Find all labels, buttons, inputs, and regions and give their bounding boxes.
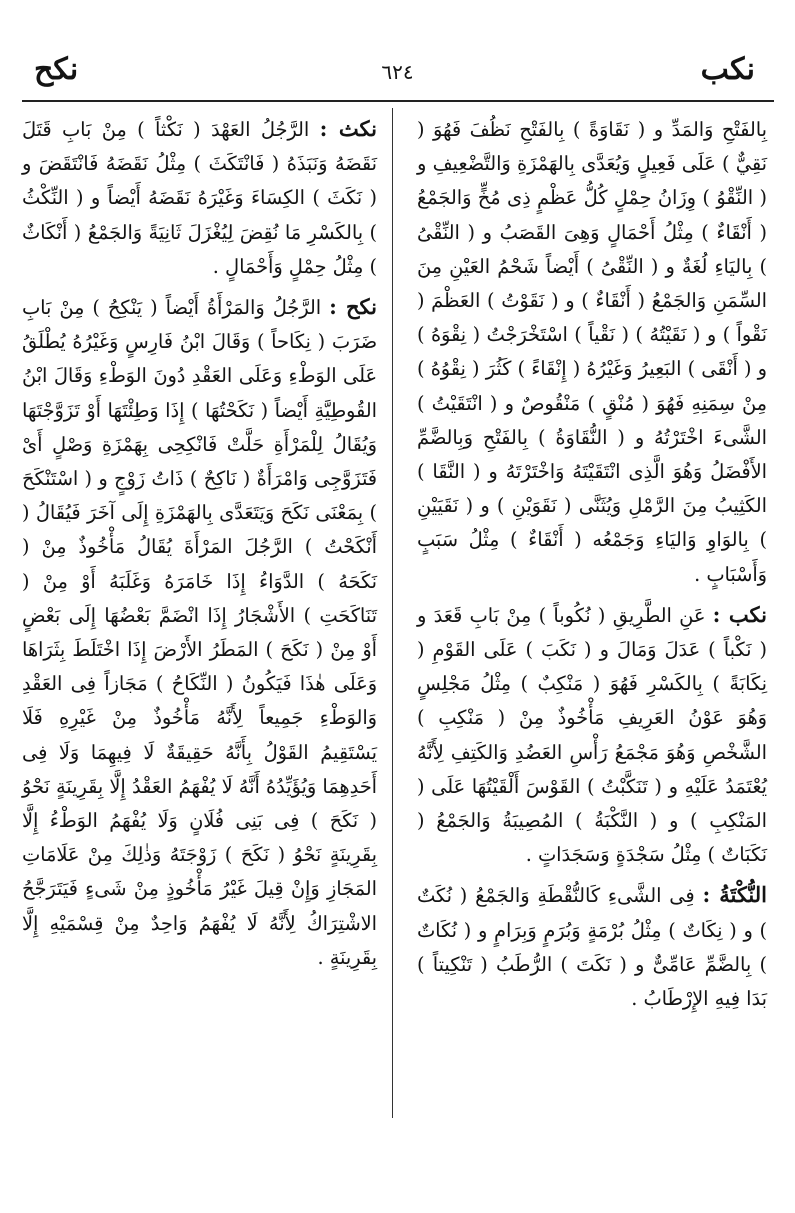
entry-nakatha <box>22 112 377 284</box>
entry-text: فِى الشَّىءِ كَالنُّقْطَةِ وَالجَمْعُ ( نُكَتٌ ) و ( نِكَاتٌ ) مِثْلُ بُرْمَةٍ وَبُرَمٍ وَبِرَامٍ و ( نُكَاتٌ ) بِالضَّمِّ عَامِّىٌّ و ( نَكَتَ ) الرُّطَبُ ( تَنْكِيتاً ) بَدَا فِيهِ الإِرْطَابُ . <box>417 884 767 1011</box>
right-column <box>417 112 767 1016</box>
entry-lemma: نكب : <box>712 601 767 627</box>
entry-lemma: نكح : <box>329 294 377 320</box>
entry-text: الرَّجُلُ وَالمَرْأَةُ أَيْضاً ( يَنْكِحُ ) مِنْ بَابِ ضَرَبَ ( نِكَاحاً ) وَقَالَ ابْنُ فَارِسٍ وَغَيْرُهُ يُطْلَقُ عَلَى الوَطْءِ وَعَلَى العَقْدِ دُونَ الوَطْءِ وَقَالَ ابْنُ القُوطِيَّةِ أَيْضاً ( نَكَحْتُهَا ) إِذَا وَطِئْتَهَا أَوْ تَزَوَّجْتَهَا وَيُقَالُ لِلْمَرْأَةِ حَلَّتْ فَانْكِحِى بِهَمْزَةِ وَصْلٍ أَىْ فَتَزَوَّجِى وَامْرَأَةٌ ( نَاكِحٌ ) ذَاتُ زَوْجٍ و ( اسْتَنْكَحَ ) بِمَعْنَى نَكَحَ وَيَتَعَدَّى بِالهَمْزَةِ إِلَى آخَرَ فَيُقَالُ ( أَنْكَحْتُ ) الرَّجُلَ المَرْأَةَ يُقَالُ مَأْخُوذٌ مِنْ ( نَكَحَهُ ) الدَّوَاءُ إِذَا خَامَرَهُ وَغَلَبَهُ أَوْ مِنْ ( تَنَاكَحَتِ ) الأَشْجَارُ إِذَا انْضَمَّ بَعْضُهَا إِلَى بَعْضٍ أَوْ مِنْ ( نَكَحَ ) المَطَرُ الأَرْضَ إِذَا اخْتَلَطَ بِثَرَاهَا وَعَلَى هٰذَا فَيَكُونُ ( النِّكَاحُ ) مَجَازاً فِى العَقْدِ وَالوَطْءِ جَمِيعاً لِأَنَّهُ مَأْخُوذٌ مِنْ غَيْرِهِ فَلَا يَسْتَقِيمُ القَوْلُ بِأَنَّهُ حَقِيقَةٌ لَا فِيهِمَا وَلَا فِى أَحَدِهِمَا وَيُؤَيِّدُهُ أَنَّهُ لَا يُفْهَمُ العَقْدُ إِلَّا بِقَرِينَةٍ نَحْوُ ( نَكَحَ ) فِى بَنِى فُلَانٍ وَلَا يُفْهَمُ الوَطْءُ إِلَّا بِقَرِينَةٍ نَحْوُ ( نَكَحَ ) زَوْجَتَهُ وَذٰلِكَ مِنْ عَلَامَاتِ المَجَازِ وَإِنْ قِيلَ غَيْرُ مَأْخُوذٍ مِنْ شَىءٍ فَيَتَرَجَّحُ الاشْتِرَاكُ لِأَنَّهُ لَا يُفْهَمُ وَاحِدٌ مِنْ قِسْمَيْهِ إِلَّا بِقَرِينَةٍ . <box>22 296 377 969</box>
entry-nukta <box>417 878 767 1016</box>
entry-lemma: نكث : <box>319 116 377 141</box>
page-number: ٦٢٤ <box>381 60 414 84</box>
entry-continuation-naqa <box>417 112 767 592</box>
header-left-word: نكح <box>34 52 79 87</box>
entry-nakaha <box>22 290 377 975</box>
column-divider <box>392 108 393 1118</box>
entry-text: بِالفَتْحِ وَالمَدِّ و ( نَقَاوَةً ) بِالفَتْحِ نَظُفَ فَهُوَ ( نَقِيٌّ ) عَلَى فَعِيلٍ وَيُعَدَّى بِالهَمْزَةِ وَالتَّضْعِيفِ و ( النِّقْوُ ) وِزَانُ حِمْلٍ كُلُّ عَظْمٍ ذِى مُخٍّ وَالجَمْعُ ( أَنْقَاءٌ ) مِثْلُ أَحْمَالٍ وَهِىَ القَصَبُ و ( النِّقْىُ ) بِاليَاءِ لُغَةٌ و ( النِّقْىُ ) أَيْضاً شَحْمُ العَيْنِ مِنَ السِّمَنِ وَالجَمْعُ ( أَنْقَاءٌ ) و ( نَقَوْتُ ) العَظْمَ ( نَقْواً ) و ( نَقَيْتُهُ ) ( نَقْياً ) اسْتَخْرَجْتُ ( نِقْوَهُ ) و ( أَنْقَى ) البَعِيرُ وَغَيْرُهُ ( إِنْقَاءً ) كَثُرَ ( نِقْوُهُ ) مِنْ سِمَنِهِ فَهُوَ ( مُنْقٍ ) مَنْقُوصٌ و ( انْتَقَيْتُ ) الشَّىءَ اخْتَرْتُهُ و ( النُّقَاوَةُ ) بِالفَتْحِ وَبِالضَّمِّ الأَفْضَلُ وَهُوَ الَّذِى انْتَقَيْتَهُ وَاخْتَرْتَهُ و ( النَّقَا ) الكَثِيبُ مِنَ الرَّمْلِ وَيُثَنَّى ( نَقَوَيْنِ ) و ( نَقَيَيْنِ ) بِالوَاوِ وَاليَاءِ وَجَمْعُه ( أَنْقَاءٌ ) مِثْلُ سَبَبٍ وَأَسْبَابٍ . <box>417 118 767 586</box>
header-rule <box>22 100 774 102</box>
entry-text: عَنِ الطَّرِيقِ ( نُكُوباً ) مِنْ بَابِ قَعَدَ و ( نَكْباً ) عَدَلَ وَمَالَ و ( نَكَبَ ) عَلَى القَوْمِ ( نِكَابَةً ) بِالكَسْرِ فَهُوَ ( مَنْكِبٌ ) مِثْلُ مَجْلِسٍ وَهُوَ عَوْنُ العَرِيفِ مَأْخُوذٌ مِنْ ( مَنْكِبِ ) الشَّخْصِ وَهُوَ مَجْمَعُ رَأْسِ العَضُدِ وَالكَتِفِ لِأَنَّهُ يُعْتَمَدُ عَلَيْهِ و ( تَنَكَّبْتُ ) القَوْسَ أَلْقَيْتُهَا عَلَى ( المَنْكِبِ ) و ( النَّكْبَةُ ) المُصِيبَةُ وَالجَمْعُ ( نَكَبَاتٌ ) مِثْلُ سَجْدَةٍ وَسَجَدَاتٍ . <box>417 603 767 867</box>
entry-lemma: النُّكْتَةُ : <box>702 882 767 908</box>
entry-text: الرَّجُلُ العَهْدَ ( نَكْثاً ) مِنْ بَابِ قَتَلَ نَقَضَهُ وَنَبَذَهُ ( فَانْتَكَثَ ) مِثْلُ نَقَضَهُ فَانْتَقَضَ و ( نَكَثَ ) الكِسَاءَ وَغَيْرَهُ نَقَضَهُ أَيْضاً و ( النِّكْثُ ) بِالكَسْرِ مَا نُقِضَ لِيُغْزَلَ ثَانِيَةً وَالجَمْعُ ( أَنْكَاثٌ ) مِثْلُ حِمْلٍ وَأَحْمَالٍ . <box>22 118 377 278</box>
entry-nakaba <box>417 598 767 873</box>
header-right-word: نكب <box>700 52 755 87</box>
left-column <box>22 112 377 975</box>
